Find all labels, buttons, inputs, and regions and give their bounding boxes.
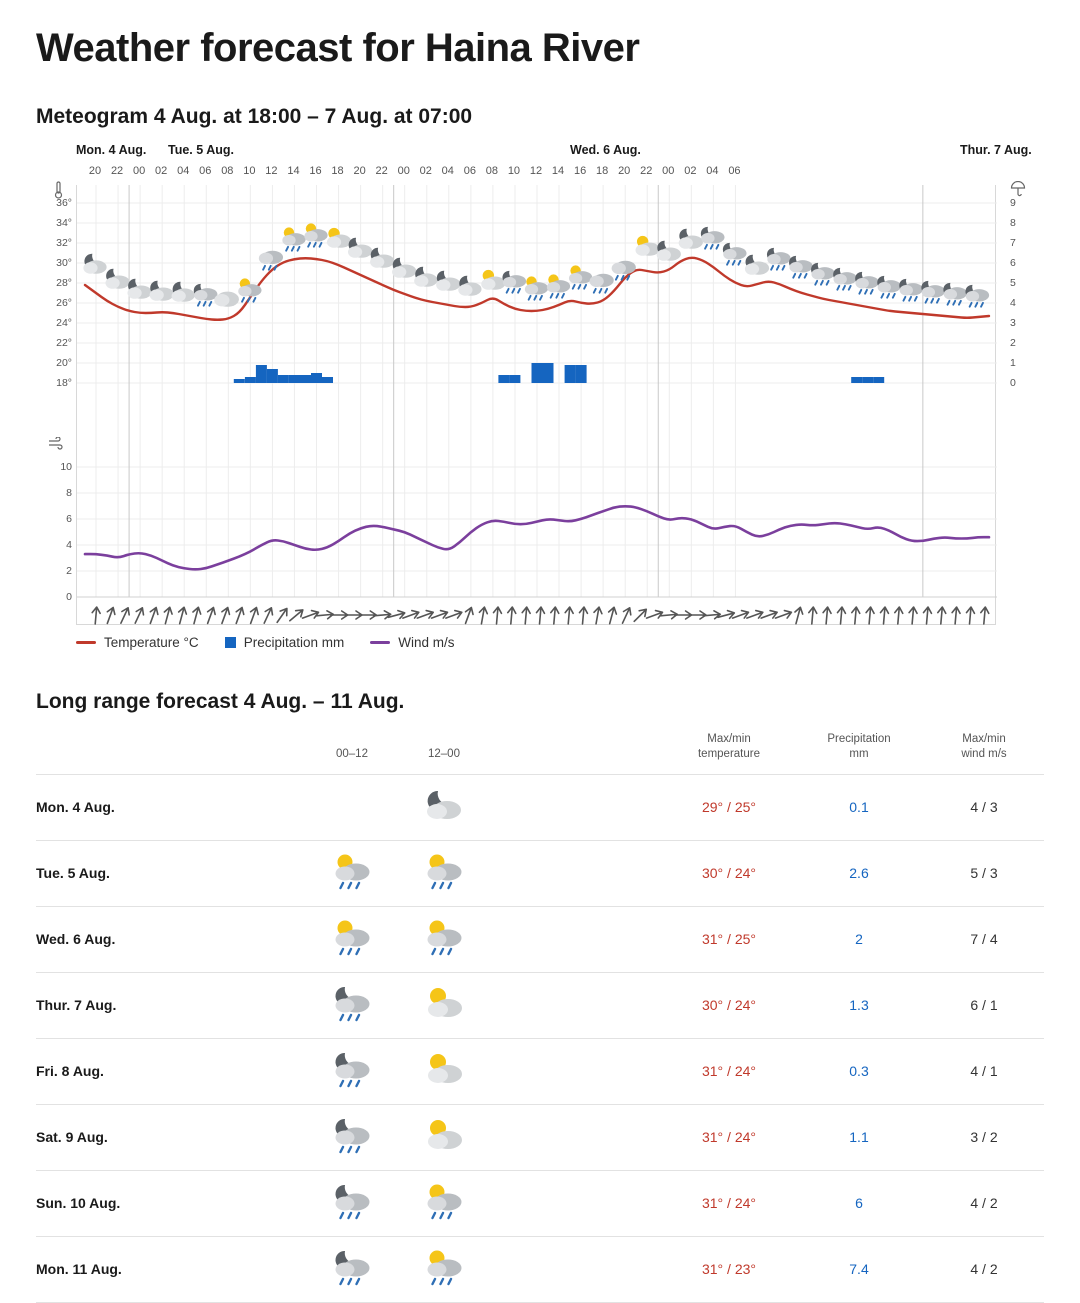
weather-symbol-rain [590,274,614,293]
row-icon-morning [306,972,398,1038]
weather-symbol-pcloud-night [348,238,372,258]
weather-symbol-rain-night [877,276,901,298]
row-precipitation: 0.3 [794,1038,924,1104]
weather-symbol-sun-cloud [481,270,505,290]
day-label-2: Wed. 6 Aug. [570,143,641,157]
row-temperature: 30° / 24° [664,840,794,906]
weather-symbol-sun-cloud [636,236,660,256]
row-spacer [490,906,664,972]
weather-symbol-rain-night [767,248,791,270]
weather-symbol-rain-night [811,263,835,285]
col-temperature-line2: temperature [697,747,760,760]
row-icon-afternoon [398,840,490,906]
row-wind: 4 / 3 [924,774,1044,840]
hour-label-23: 18 [596,165,609,177]
hour-label-5: 06 [199,165,212,177]
weather-symbol-rain [612,261,636,280]
row-precipitation: 6 [794,1170,924,1236]
wind-tick-3: 4 [66,539,72,551]
row-icon-morning [306,906,398,972]
hour-label-12: 20 [353,165,366,177]
legend-label-wind: Wind m/s [398,635,455,650]
hour-label-13: 22 [375,165,388,177]
precip-tick-8: 1 [1010,357,1016,369]
row-icon-afternoon [398,1104,490,1170]
weather-symbol-rain-sun [547,274,570,297]
row-day-label: Tue. 5 Aug. [36,840,306,906]
hour-label-22: 16 [573,165,587,177]
legend-swatch-temperature [76,641,96,644]
day-label-0: Mon. 4 Aug. [76,143,147,157]
table-row[interactable] [36,906,1044,972]
temp-tick-5: 26° [56,297,72,309]
table-row[interactable] [36,1236,1044,1302]
weather-symbol-moon [414,267,437,287]
meteogram-hour-labels [36,165,1044,183]
row-icon-morning [306,1104,398,1170]
weather-symbol-rain-night [789,256,813,278]
page-title: Weather forecast for Haina River [36,26,640,70]
hour-label-6: 08 [221,165,234,177]
long-range-heading: Long range forecast 4 Aug. – 11 Aug. [36,690,405,713]
temp-tick-0: 36° [56,197,72,209]
hour-label-25: 22 [640,165,653,177]
col-precipitation [794,732,924,774]
row-icon-afternoon [398,1170,490,1236]
precip-tick-4: 5 [1010,277,1016,289]
weather-symbol-rain-night [855,272,879,294]
hour-label-29: 06 [728,165,741,177]
hour-label-1: 22 [110,165,124,177]
wind-icon [48,437,64,454]
col-spacer [490,732,664,774]
table-row[interactable] [36,1104,1044,1170]
hour-label-8: 12 [265,165,278,177]
row-wind: 6 / 1 [924,972,1044,1038]
row-spacer [490,774,664,840]
hour-label-11: 18 [331,165,344,177]
hour-label-24: 20 [618,165,631,177]
weather-symbol-pcloud-night [392,258,416,278]
wind-tick-1: 8 [66,487,72,499]
row-day-label: Mon. 11 Aug. [36,1236,306,1302]
weather-symbol-rain-night [943,283,967,305]
row-precipitation: 1.1 [794,1104,924,1170]
col-wind-line1: Max/min [962,733,1006,745]
row-temperature: 29° / 25° [664,774,794,840]
row-spacer [490,1038,664,1104]
weather-symbol-rain-sun [569,265,592,288]
precip-tick-3: 6 [1010,257,1016,269]
wind-tick-5: 0 [66,591,72,603]
hour-label-0: 20 [88,165,102,177]
row-wind: 5 / 3 [924,840,1044,906]
weather-symbol-pcloud-night [127,279,151,299]
day-label-1: Tue. 5 Aug. [168,143,234,157]
long-range-table-body [36,774,1044,1302]
weather-symbol-sun-cloud [327,228,351,248]
row-icon-afternoon [398,906,490,972]
weather-symbol-cloud [214,292,239,307]
weather-symbol-moon [172,282,195,302]
precip-tick-5: 4 [1010,297,1016,309]
hour-label-9: 14 [287,165,300,177]
row-icon-morning [306,1170,398,1236]
legend-label-precipitation: Precipitation mm [243,635,345,650]
row-spacer [490,1236,664,1302]
row-icon-afternoon [398,972,490,1038]
meteogram [36,143,1044,650]
weather-symbol-rain-night [833,268,857,290]
wind-tick-4: 2 [66,565,72,577]
weather-symbol-pcloud-night [657,241,681,261]
temp-tick-2: 32° [56,237,72,249]
table-row[interactable] [36,1038,1044,1104]
precip-tick-9: 0 [1010,377,1016,389]
row-spacer [490,972,664,1038]
row-icon-morning [306,840,398,906]
weather-symbol-rain-night [921,281,945,303]
hour-label-21: 14 [551,165,565,177]
col-precipitation-line1: Precipitation [827,733,891,745]
weather-symbol-rain-night [701,227,725,249]
hour-label-7: 10 [243,165,256,177]
row-temperature: 30° / 24° [664,972,794,1038]
temp-tick-6: 24° [56,317,72,329]
row-icon-morning [306,774,398,840]
weather-symbol-rain-night [502,271,526,293]
temp-tick-1: 34° [56,217,72,229]
meteogram-chart [36,185,1044,625]
meteogram-curves [77,185,997,625]
legend-item-wind [370,635,454,650]
hour-label-26: 00 [662,165,675,177]
row-day-label: Sat. 9 Aug. [36,1104,306,1170]
temp-tick-9: 18° [56,377,72,389]
weather-symbol-rain-night [194,284,218,306]
hour-label-2: 00 [132,165,146,177]
row-temperature: 31° / 24° [664,1104,794,1170]
row-spacer [490,1170,664,1236]
row-wind: 4 / 1 [924,1038,1044,1104]
row-day-label: Thur. 7 Aug. [36,972,306,1038]
col-wind-line2: wind m/s [961,747,1007,760]
row-wind: 7 / 4 [924,906,1044,972]
row-wind: 4 / 2 [924,1236,1044,1302]
weather-symbol-rain [259,251,283,270]
weather-symbol-rain-sun [525,276,548,299]
hour-label-19: 10 [507,165,521,177]
row-temperature: 31° / 24° [664,1038,794,1104]
row-temperature: 31° / 25° [664,906,794,972]
col-morning: 00–12 [336,747,368,760]
hour-label-27: 02 [684,165,697,177]
table-row[interactable] [36,840,1044,906]
table-row[interactable] [36,972,1044,1038]
row-precipitation: 2.6 [794,840,924,906]
row-wind: 3 / 2 [924,1104,1044,1170]
hour-label-16: 04 [441,165,454,177]
hour-label-18: 08 [485,165,499,177]
row-temperature: 31° / 24° [664,1170,794,1236]
hour-label-20: 12 [529,165,543,177]
row-spacer [490,840,664,906]
row-precipitation: 7.4 [794,1236,924,1302]
weather-symbol-rain-night [899,279,923,301]
hour-label-10: 16 [309,165,322,177]
long-range-forecast [36,690,1044,1303]
hour-label-3: 02 [155,165,168,177]
hour-label-4: 04 [177,165,190,177]
row-day-label: Fri. 8 Aug. [36,1038,306,1104]
row-day-label: Mon. 4 Aug. [36,774,306,840]
row-precipitation: 2 [794,906,924,972]
col-day [36,732,306,774]
wind-tick-2: 6 [66,513,72,525]
col-afternoon: 12–00 [428,747,460,760]
weather-symbol-pcloud-night [745,255,769,275]
meteogram-plot [76,185,996,625]
row-wind: 4 / 2 [924,1170,1044,1236]
precip-tick-0: 9 [1010,197,1016,209]
legend-label-temperature: Temperature °C [104,635,199,650]
legend-item-precipitation [225,635,345,650]
row-day-label: Sun. 10 Aug. [36,1170,306,1236]
long-range-table [36,732,1044,1303]
row-icon-afternoon [398,1038,490,1104]
precip-tick-6: 3 [1010,317,1016,329]
weather-symbol-pcloud-night [436,271,460,291]
row-icon-afternoon [398,774,490,840]
weather-symbol-rain-night [723,243,747,265]
temp-tick-4: 28° [56,277,72,289]
meteogram-legend [36,635,1044,650]
row-precipitation: 1.3 [794,972,924,1038]
row-spacer [490,1104,664,1170]
row-icon-morning [306,1038,398,1104]
weather-symbol-moon [458,276,481,296]
col-temperature [664,732,794,774]
row-icon-afternoon [398,1236,490,1302]
col-precipitation-line2: mm [849,747,869,760]
weather-symbol-pcloud-night [679,229,703,249]
row-precipitation: 0.1 [794,774,924,840]
day-label-3: Thur. 7 Aug. [960,143,1032,157]
precip-tick-7: 2 [1010,337,1016,349]
row-temperature: 31° / 23° [664,1236,794,1302]
hour-label-28: 04 [706,165,719,177]
row-day-label: Wed. 6 Aug. [36,906,306,972]
hour-label-17: 06 [463,165,476,177]
temp-tick-3: 30° [56,257,72,269]
hour-label-14: 00 [397,165,410,177]
legend-item-temperature [76,635,199,650]
row-icon-morning [306,1236,398,1302]
table-header-row [36,732,1044,774]
meteogram-day-labels [36,143,1044,161]
temp-tick-8: 20° [56,357,72,369]
legend-swatch-wind [370,641,390,644]
meteogram-heading: Meteogram 4 Aug. at 18:00 – 7 Aug. at 07:00 [36,105,473,128]
precip-tick-1: 8 [1010,217,1016,229]
precip-tick-2: 7 [1010,237,1016,249]
table-row[interactable] [36,774,1044,840]
temp-tick-7: 22° [56,337,72,349]
col-wind [924,732,1044,774]
table-row[interactable] [36,1170,1044,1236]
col-temperature-line1: Max/min [707,733,751,745]
weather-symbol-moon [83,254,106,274]
wind-tick-0: 10 [60,461,72,473]
legend-swatch-precipitation [225,637,236,648]
hour-label-15: 02 [419,165,432,177]
